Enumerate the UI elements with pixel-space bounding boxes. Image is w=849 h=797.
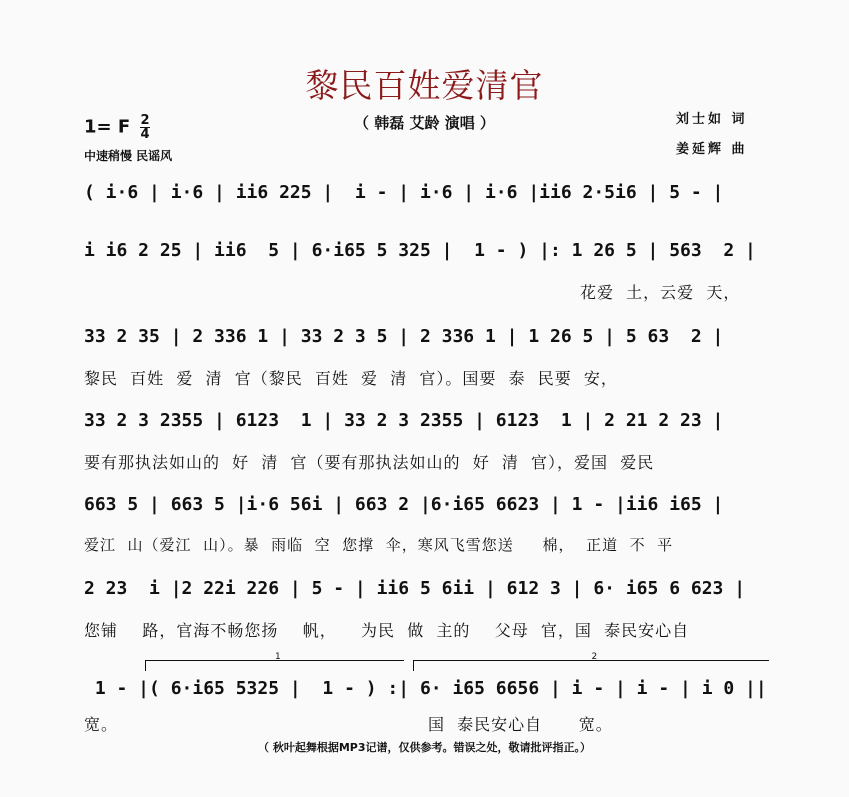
first-ending-number: 1 bbox=[275, 652, 281, 662]
second-ending-bracket bbox=[413, 652, 769, 671]
lyric-line-2: 黎民 百姓 爱 清 官（黎民 百姓 爱 清 官）。国要 泰 民要 安， bbox=[84, 369, 618, 388]
music-line-1: ( i·6 | i·6 | ii6 225 | i - | i·6 | i·6 |ii6 2·5i6 | 5 - | bbox=[84, 182, 724, 203]
lyric-line-6: 宽。 bbox=[84, 715, 119, 734]
music-line-3: 33 2 35 | 2 336 1 | 33 2 3 5 | 2 336 1 | 1 26 5 | 5 63 2 | bbox=[84, 326, 724, 347]
lyric-line-1: 花爱 土，云爱 天， bbox=[580, 283, 741, 302]
time-numerator: 2 bbox=[140, 113, 150, 128]
lyricist-credit: 刘士如 词 bbox=[676, 112, 748, 127]
key-signature bbox=[84, 114, 150, 141]
music-line-4: 33 2 3 2355 | 6123 1 | 33 2 3 2355 | 6123 1 | 2 21 2 23 | bbox=[84, 410, 724, 431]
tempo-marking: 中速稍慢 民谣风 bbox=[84, 149, 173, 163]
singers-line: （ 韩磊 艾龄 演唱 ） bbox=[354, 114, 495, 132]
lyric-line-5: 您铺 路，官海不畅您扬 帆， 为民 做 主的 父母 官，国 泰民安心自 bbox=[84, 621, 690, 640]
song-title: 黎民百姓爱清官 bbox=[305, 66, 544, 105]
second-ending-number: 2 bbox=[591, 652, 598, 662]
lyric-line-3: 要有那执法如山的 好 清 官（要有那执法如山的 好 清 官），爱国 爱民 bbox=[84, 453, 655, 472]
first-ending-bracket bbox=[145, 652, 404, 671]
music-line-2: i i6 2 25 | ii6 5 | 6·i65 5 325 | 1 - ) |: 1 26 5 | 563 2 | bbox=[84, 240, 756, 261]
lyric-line-7: 国 泰民安心自 宽。 bbox=[428, 715, 613, 734]
time-denominator: 4 bbox=[140, 127, 150, 142]
music-line-5: 663 5 | 663 5 |i·6 56i | 663 2 |6·i65 6623 | 1 - |ii6 i65 | bbox=[84, 494, 724, 515]
composer-credit: 姜延辉 曲 bbox=[676, 142, 748, 157]
footer-note: （ 秋叶起舞根据MP3记谱，仅供参考。错误之处，敬请批评指正。） bbox=[258, 741, 591, 754]
music-line-6: 2 23 i |2 22i 226 | 5 - | ii6 5 6ii | 612 3 | 6· i65 6 623 | bbox=[84, 578, 746, 599]
key-label: 1= F bbox=[84, 116, 131, 138]
lyric-line-4: 爱江 山（爱江 山）。暴 雨临 空 您撑 伞，寒风飞雪您送 棉， 正道 不 平 bbox=[84, 536, 674, 554]
music-line-7: 1 - |( 6·i65 5325 | 1 - ) :| 6· i65 6656 | i - | i - | i 0 || bbox=[84, 678, 767, 699]
time-signature bbox=[140, 114, 149, 141]
